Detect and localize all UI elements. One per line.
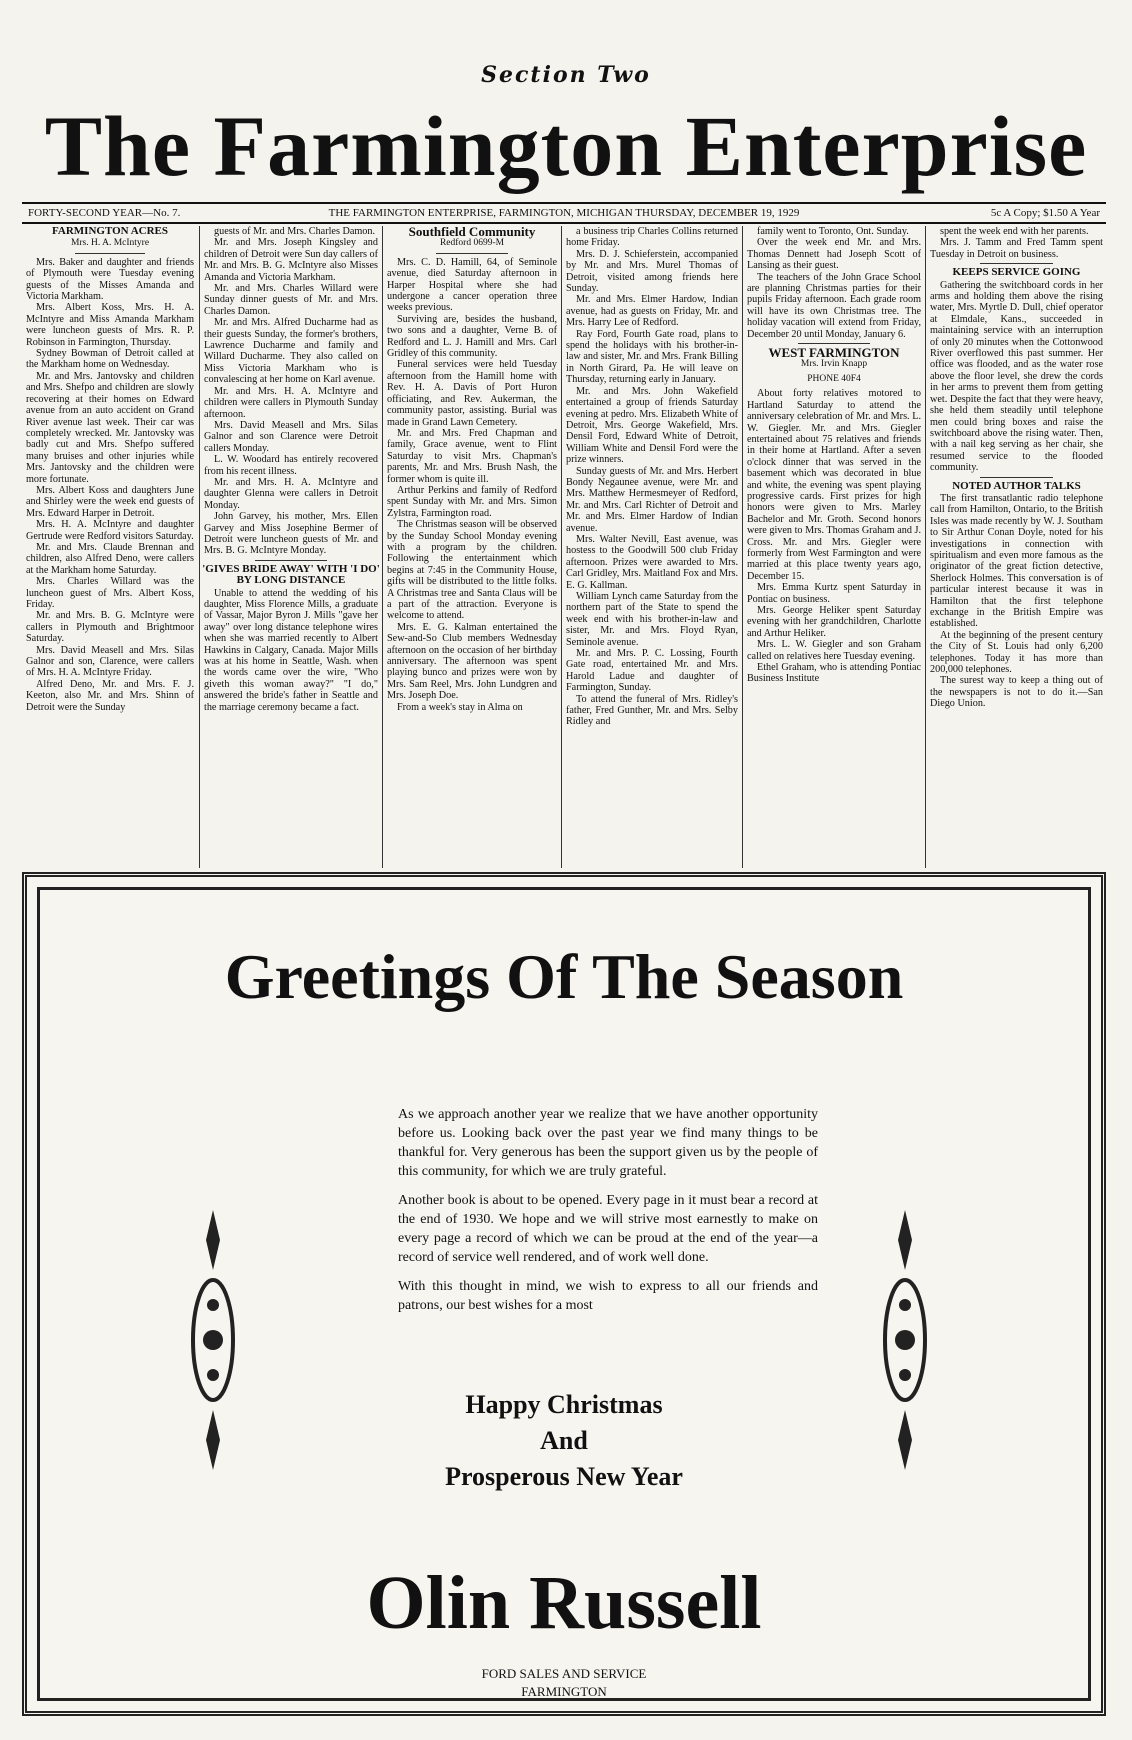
phone: Redford 0699-M xyxy=(439,238,505,249)
column-4 xyxy=(561,226,742,868)
paragraph: Mrs. H. A. McIntyre and daughter Gertrude were Redford visitors Saturday. xyxy=(26,519,194,542)
advertiser-name: Olin Russell xyxy=(366,1561,762,1645)
headline-author: NOTED AUTHOR TALKS xyxy=(952,479,1081,492)
headline-bride: 'GIVES BRIDE AWAY' WITH 'I DO' BY LONG DISTANCE xyxy=(202,562,380,587)
paragraph: Mr. and Mrs. Fred Chapman and family, Grace avenue, went to Flint Saturday to visit Mrs. Chapman's parents, Mr. and Mrs. Brush Nash, the former whom is quite ill. xyxy=(387,427,557,485)
paragraph: Mr. and Mrs. Elmer Hardow, Indian avenue, had as guests on Friday, Mr. and Mrs. Harry Lee of Redford. xyxy=(566,294,738,329)
paragraph: Mrs. David Measell and Mrs. Silas Galnor and son, Clarence, were callers of Mrs. H. A. McIntyre Friday. xyxy=(26,644,194,679)
paragraph: Mr. and Mrs. Charles Willard were Sunday dinner guests of Mr. and Mrs. Charles Damon. xyxy=(204,283,378,317)
advertiser-info xyxy=(40,1665,1088,1701)
paragraph: Funeral services were held Tuesday afternoon from the Hamill home with Rev. H. A. Davis of Port Huron officiating, and Rev. Aukerman, the community pastor, assisting. Burial was made in Grand Lawn Cemetery. xyxy=(387,359,557,428)
paragraph: spent the week end with her parents. xyxy=(940,226,1089,237)
article-body xyxy=(200,226,382,557)
paragraph: Sydney Bowman of Detroit called at the Markham home on Wednesday. xyxy=(26,348,194,371)
price: 5c A Copy; $1.50 A Year xyxy=(990,207,1100,219)
advertisement xyxy=(22,872,1106,1716)
section-label: Section Two xyxy=(481,62,651,88)
column-farmington-acres xyxy=(22,226,198,868)
paragraph: a business trip Charles Collins returned home Friday. xyxy=(566,226,738,249)
ad-paragraph: Another book is about to be opened. Every page in it must bear a record at the end of 1930. We hope and we will strive most earnestly to make on every page a record of which we can be proud at the end of the year—a record of service well rendered, and of work well done. xyxy=(398,1193,818,1265)
paragraph: Ethel Graham, who is attending Pontiac Business Institute xyxy=(747,662,921,685)
paragraph: To attend the funeral of Mrs. Ridley's father, Fred Gunther, Mr. and Mrs. Selby Ridley and xyxy=(566,693,738,728)
paragraph: Mrs. David Measell and Mrs. Silas Galnor and son Clarence were Detroit callers Monday. xyxy=(204,419,378,454)
paragraph: From a week's stay in Alma on xyxy=(397,701,523,713)
ad-body xyxy=(398,1105,818,1325)
paragraph: Mrs. Albert Koss, Mrs. H. A. McIntyre and Miss Amanda Markham were luncheon guests of Mrs. R. P. Robinson in Farmington, Thursday. xyxy=(26,302,194,348)
ad-border xyxy=(37,887,1091,1701)
byline: Mrs. Irvin Knapp xyxy=(800,359,868,370)
paragraph: Mrs. C. D. Hamill, 64, of Seminole avenue, died Saturday afternoon in Harper Hospital where she had undergone a cancer operation three weeks previous. xyxy=(387,256,557,314)
column-6 xyxy=(925,226,1106,868)
paragraph: Mr. and Mrs. B. G. McIntyre were callers in Plymouth and Brightmoor Saturday. xyxy=(26,610,194,645)
paragraph: Mr. and Mrs. Joseph Kingsley and children of Detroit were Sun day callers of Mr. and Mrs. B. G. McIntyre also Misses Amanda and Victoria Markham. xyxy=(204,237,378,283)
masthead: The Farmington Enterprise xyxy=(44,98,1088,194)
column-title: Southfield Community xyxy=(408,226,536,239)
column-southfield xyxy=(382,226,561,868)
paragraph: John Garvey, his mother, Mrs. Ellen Garvey and Miss Josephine Bermer of Detroit were luncheon guests of Mr. and Mrs. B. G. McIntyre Monday. xyxy=(204,511,378,557)
paragraph: Over the week end Mr. and Mrs. Thomas Dennett had Joseph Scott of Lansing as their guest. xyxy=(747,237,921,272)
article-body xyxy=(200,588,382,713)
paragraph: The surest way to keep a thing out of the newspapers is not to do it.—San Diego Union. xyxy=(930,675,1103,710)
paragraph: guests of Mr. and Mrs. Charles Damon. xyxy=(214,226,375,237)
paragraph: Mr. and Mrs. Jantovsky and children and Mrs. Shefpo and children are slowly recovering at their homes on Edward avenue from an auto accident on Grand River avenue last week. Their car was completely wrecked. Mr. Jantovsky was badly cut and Mrs. Shefpo suffered many bruises and other injuries while Mrs. Jantovsky and the children were more fortunate. xyxy=(26,370,194,485)
paragraph: Mr. and Mrs. P. C. Lossing, Fourth Gate road, entertained Mr. and Mrs. Harold Ladue and daughter of Farmington, Sunday. xyxy=(566,648,738,694)
paragraph: Mrs. Emma Kurtz spent Saturday in Pontiac on business. xyxy=(747,582,921,605)
paragraph: Mrs. Albert Koss and daughters June and Shirley were the week end guests of Mrs. Edward Harper in Detroit. xyxy=(26,484,194,519)
paragraph: The first transatlantic radio telephone call from Hamilton, Ontario, to the British Isles was made recently by W. J. Southam to Sir Arthur Conan Doyle, noted for his investigations in connection with spiritualism and even more famous as the originator of the great fiction detective, Sherlock Holmes. This conversation is of particular interest because it was in Hamilton that the first telephone exchange in the British Empire was established. xyxy=(930,492,1103,630)
paragraph: Mrs. J. Tamm and Fred Tamm spent Tuesday in Detroit on business. xyxy=(930,237,1103,260)
paragraph: Arthur Perkins and family of Redford spent Sunday with Mr. and Mrs. Simon Zylstra, Farmington road. xyxy=(387,484,557,519)
article-body xyxy=(926,493,1106,710)
news-columns xyxy=(22,226,1106,868)
article-body xyxy=(926,226,1106,260)
paragraph: Mrs. Walter Nevill, East avenue, was hostess to the Goodwill 500 club Friday afternoon. Prizes were awarded to Mrs. Carl Gridley, Mrs. Maitland Fox and Mrs. E. G. Kallman. xyxy=(566,533,738,591)
wish-line: And xyxy=(540,1426,588,1455)
business-type: FORD SALES AND SERVICE xyxy=(481,1666,647,1681)
article-body xyxy=(926,280,1106,474)
divider xyxy=(436,253,507,254)
paragraph: Unable to attend the wedding of his daughter, Miss Florence Mills, a graduate of Vassar, Major Byron J. Mills "gave her away" over long distance telephone wires when she was married recently to Albert Hawkins in Calgary, Canada. Major Mills was at his home in Seattle, Wash. when the words came over the wire, "Who giveth this woman away?" "I do," answered the bride's father in Seattle and the marriage ceremony became a fact. xyxy=(204,587,378,713)
paragraph: Gathering the switchboard cords in her arms and holding them above the rising water, Mrs. Myrtle D. Dull, chief operator at Elmdale, Kans., succeeded in maintaining service with an interruption of only 20 minutes when the Cottonwood River overflowed this past summer. Her office was flooded, and as the water rose above the floor level, she drew the cords in her arms to prevent them from getting wet. Despite the fact that they were heavy, she held them steadily until telephone men could bring boxes and raise the switchboard above the rising water. Then, with a nail keg serving as her chair, she resumed service to the flooded community. xyxy=(930,279,1103,474)
paragraph: Mrs. George Heliker spent Saturday evening with her grandchildren, Charlotte and Arthur Heliker. xyxy=(747,605,921,639)
paragraph: L. W. Woodard has entirely recovered from his recent illness. xyxy=(204,454,378,477)
dateline: THE FARMINGTON ENTERPRISE, FARMINGTON, MICHIGAN THURSDAY, DECEMBER 19, 1929 xyxy=(328,207,800,219)
article-body xyxy=(743,226,925,340)
paragraph: About forty relatives motored to Hartland Saturday to attend the anniversary celebration of Mr. and Mrs. L. W. Giegler. Mr. and Mrs. Giegler entertained about 75 relatives and friends in their home at Hartland. After a seven o'clock dinner that was served in the basement which was decorated in blue and white, the evening was spent playing progressive cards. First prizes for high honors were given to Mrs. Marley Bachelor and Mr. Groth. Second honors were given to Mrs. Thomas Graham and J. Cross. Mr. and Mrs. Giegler were formerly from West Farmington and were married at this place twenty years ago, December 15. xyxy=(747,388,921,582)
divider xyxy=(798,343,871,344)
article-body xyxy=(743,388,925,685)
ad-paragraph: As we approach another year we realize that we have another opportunity before us. Looking back over the past year we find many things to be thankful for. Very generous has been the support given us by the people of this community, for which we are truly grateful. xyxy=(398,1107,818,1179)
paragraph: At the beginning of the present century the City of St. Louis had only 6,200 telephones. Today it has more than 200,000 telephones. xyxy=(930,629,1103,676)
paragraph: Mr. and Mrs. H. A. McIntyre and daughter Glenna were callers in Detroit Monday. xyxy=(204,476,378,511)
ad-greeting: Greetings Of The Season xyxy=(224,941,904,1012)
divider xyxy=(255,560,328,561)
paragraph: Mr. and Mrs. H. A. McIntyre and children were callers in Plymouth Sunday afternoon. xyxy=(204,385,378,420)
column-title: WEST FARMINGTON xyxy=(768,345,900,361)
paragraph: Mrs. E. G. Kalman entertained the Sew-and-So Club members Wednesday afternoon on the occasion of her birthday anniversary. The afternoon was spent playing bunco and prizes were won by Mrs. Sam Reel, Mrs. John Lundgren and Mrs. Joseph Doe. xyxy=(387,621,557,702)
phone: PHONE 40F4 xyxy=(807,373,861,384)
volume-number: FORTY-SECOND YEAR—No. 7. xyxy=(28,207,181,219)
column-title: FARMINGTON ACRES xyxy=(51,226,169,237)
paragraph: Ray Ford, Fourth Gate road, plans to spend the holidays with his brother-in-law and sister, Mr. and Mrs. Frank Billing in North Girard, Pa. He will leave on Thursday, returning early in January. xyxy=(566,328,738,386)
wish-line: Prosperous New Year xyxy=(445,1462,683,1491)
paragraph: family went to Toronto, Ont. Sunday. xyxy=(757,226,909,237)
ad-paragraph: With this thought in mind, we wish to express to all our friends and patrons, our best wishes for a most xyxy=(398,1279,818,1313)
paragraph: William Lynch came Saturday from the northern part of the State to spend the week end with his brother-in-law and sister, Mr. and Mrs. Floyd Ryan, Seminole avenue. xyxy=(566,591,738,648)
date-bar xyxy=(22,202,1106,224)
headline-service: KEEPS SERVICE GOING xyxy=(952,266,1081,279)
column-west-farmington xyxy=(742,226,925,868)
paragraph: Mrs. Baker and daughter and friends of Plymouth were Tuesday evening guests of the Misses Amanda and Victoria Markham. xyxy=(26,256,194,303)
divider xyxy=(980,263,1052,264)
paragraph: Mrs. L. W. Giegler and son Graham called on relatives here Tuesday evening. xyxy=(747,639,921,662)
paragraph: Mr. and Mrs. Claude Brennan and children, also Alfred Deno, were callers at the Markham home Saturday. xyxy=(26,541,194,576)
paragraph: Mrs. D. J. Schieferstein, accompanied by Mr. and Mrs. Murel Thomas of Detroit, visited among friends here Sunday. xyxy=(566,248,738,295)
divider xyxy=(75,253,145,254)
paragraph: Surviving are, besides the husband, two sons and a daughter, Verne B. of Redford and L. J. Hamill and Mrs. Carl Gridley of this community. xyxy=(387,313,557,360)
byline: Mrs. H. A. McIntyre xyxy=(70,238,150,249)
paragraph: Mr. and Mrs. Alfred Ducharme had as their guests Sunday, the former's brothers, Lawrence Ducharme and family and Willard Ducharme. They also called on Miss Victoria Markham who is convalescing at her home on Karl avenue. xyxy=(204,317,378,386)
paragraph: Sunday guests of Mr. and Mrs. Herbert Bondy Negaunee avenue, were Mr. and Mrs. Matthew Hermesmeyer of Redford, Mr. and Mrs. Carl Richter of Detroit and Mr. and Mrs. Elmer Hardow of Indian avenue. xyxy=(566,465,738,534)
column-2 xyxy=(199,226,382,868)
paragraph: The Christmas season will be observed by the Sunday School Monday evening with a program by the children. Following the entertainment which begins at 7:45 in the Community House, gifts will be distributed to the little folks. A Christmas tree and Santa Claus will be a part of the attraction. Everyone is welcome to attend. xyxy=(387,519,557,622)
paragraph: Mr. and Mrs. John Wakefield entertained a group of friends Saturday evening at pedro. Mrs. Elizabeth White of Detroit, Mrs. George Wakefield, Mrs. Densil Ford, Edward White of Detroit, William White and Densil Ford were the prize winners. xyxy=(566,385,738,466)
article-body xyxy=(383,257,561,713)
paragraph: The teachers of the John Grace School are planning Christmas parties for their pupils Friday afternoon. Each grade room will have its own Christmas tree. The holiday vacation will extend from Friday, December 20 until Monday, January 6. xyxy=(747,271,921,340)
ad-wishes xyxy=(40,1387,1088,1495)
article-body xyxy=(562,226,742,728)
wish-line: Happy Christmas xyxy=(465,1390,663,1419)
paragraph: Mrs. Charles Willard was the luncheon guest of Mrs. Albert Koss, Friday. xyxy=(26,576,194,610)
divider xyxy=(980,477,1052,478)
paragraph: Alfred Deno, Mr. and Mrs. F. J. Keeton, also Mr. and Mrs. Shinn of Detroit were the Sunday xyxy=(26,678,194,713)
article-body xyxy=(22,257,198,713)
business-town: FARMINGTON xyxy=(521,1684,607,1699)
